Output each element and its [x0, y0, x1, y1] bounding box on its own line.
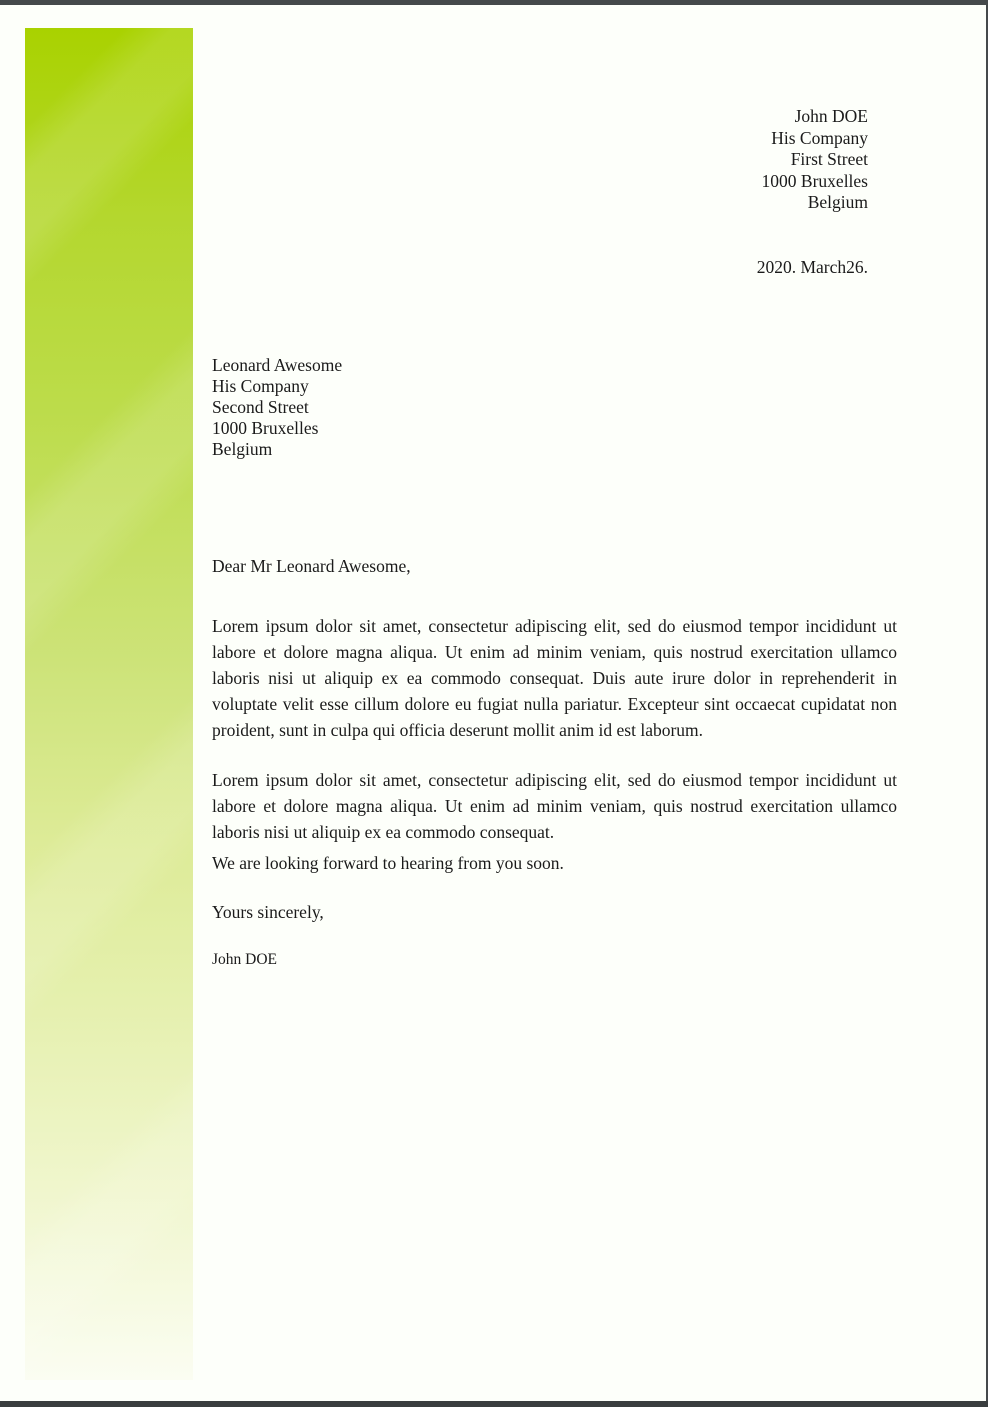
recipient-street: Second Street — [212, 397, 309, 417]
closing-line: We are looking forward to hearing from you soon. — [212, 853, 564, 873]
sender-name: John DOE — [794, 106, 868, 126]
signature-name: John DOE — [212, 951, 278, 968]
recipient-country: Belgium — [212, 439, 273, 459]
recipient-company: His Company — [212, 376, 309, 396]
sender-country: Belgium — [807, 192, 868, 212]
page-top-border — [0, 0, 988, 5]
recipient-address-block — [212, 355, 342, 460]
page-bottom-border — [0, 1401, 988, 1407]
recipient-name: Leonard Awesome — [212, 355, 343, 375]
sender-address-block — [762, 106, 868, 214]
body-paragraph-1: Lorem ipsum dolor sit amet, consectetur adipiscing elit, sed do eiusmod tempor incididunt ut labore et dolore magna aliqua. Ut enim ad minim veniam, quis nostrud exercitation ullamco laboris nisi ut aliquip ex ea commodo consequat. Duis aute irure dolor in reprehenderit in voluptate velit esse cillum dolore eu fugiat nulla pariatur. Excepteur sint occaecat cupidatat non proident, sunt in culpa qui officia deserunt mollit anim id est laborum. — [212, 615, 897, 740]
sender-street: First Street — [790, 149, 868, 169]
valediction: Yours sincerely, — [212, 902, 324, 922]
sender-city: 1000 Bruxelles — [761, 170, 868, 191]
sender-company: His Company — [771, 127, 868, 148]
letter-date: 2020. March26. — [756, 257, 868, 277]
body-paragraph-2: Lorem ipsum dolor sit amet, consectetur adipiscing elit, sed do eiusmod tempor incididunt ut labore et dolore magna aliqua. Ut enim ad minim veniam, quis nostrud exercitation ullamco laboris nisi ut aliquip ex ea commodo consequat. — [212, 769, 897, 842]
recipient-city: 1000 Bruxelles — [212, 418, 319, 438]
letterhead-accent-bar — [25, 28, 193, 1380]
salutation: Dear Mr Leonard Awesome, — [212, 556, 411, 576]
